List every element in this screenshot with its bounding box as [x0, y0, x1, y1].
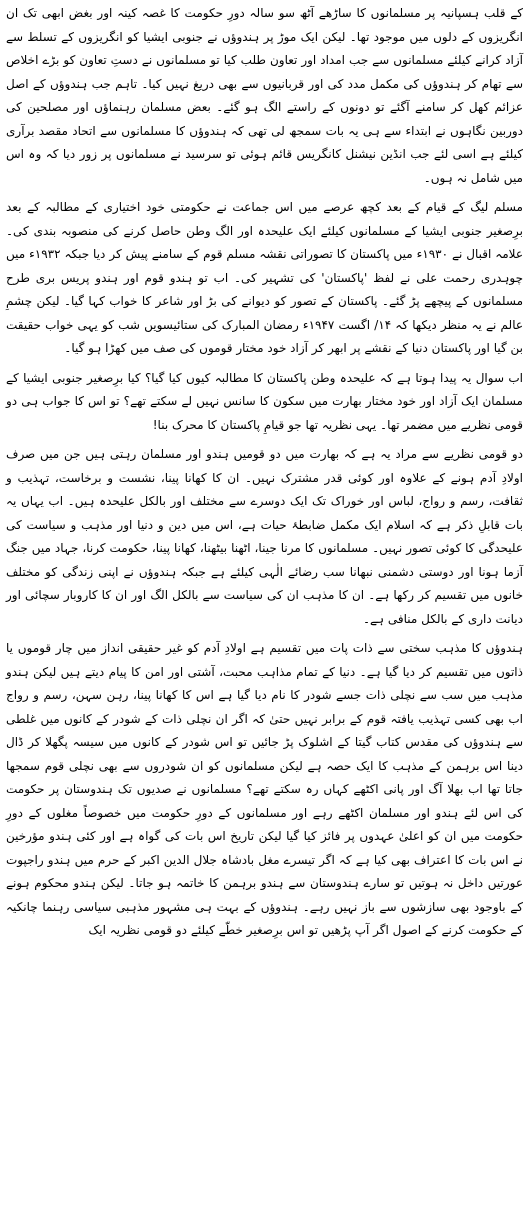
article-paragraph-1: کے قلب ہسپانیہ پر مسلمانوں کا ساڑھے آٹھ سو سالہ دورِ حکومت کا غصہ کینہ اور بغض ابھی تک ان انگریزوں کے دلوں میں موجود تھا۔ لیکن ایک موڑ پر ہندوؤں نے جنوبی ایشیا کو انگریزوں کے تسلط سے آزاد کرانے کیلئے مسلمانوں سے جب امداد اور تعاون طلب کیا تو مسلمانوں نے دستِ تعاون کو بڑے اخلاص سے تھام کر ہندوؤں کی مکمل مدد کی اور قربانیوں سے بھی دریغ نہیں کیا۔ تاہم جب ہندوؤں کے اصل عزائم کھل کر سامنے آگئے تو دونوں کے راستے الگ ہو گئے۔ بعض مسلمان رہنماؤں اور مصلحین کی دوربین نگاہوں نے ابتداء سے ہی یہ بات سمجھ لی تھی کہ ہندوؤں کا مسلمانوں سے اتحاد مقصد برآری کیلئے ہے اسی لئے جب انڈین نیشنل کانگریس قائم ہوئی تو سرسید نے مسلمانوں پر زور دیا کہ وہ اس میں شامل نہ ہوں۔: [6, 6, 523, 185]
article-paragraph-3: اب سوال یہ پیدا ہوتا ہے کہ علیحدہ وطن پاکستان کا مطالبہ کیوں کیا گیا؟ کیا برِصغیر جنوبی ایشیا کے مسلمان ایک آزاد اور خود مختار بھارت میں سکون کا سانس نہیں لے سکتے تھے؟ تو اس کا جواب ہی دو قومی نظریے میں مضمر تھا۔ یہی نظریہ تھا جو قیامِ پاکستان کا محرک بنا!: [6, 370, 523, 432]
article-paragraph-2: مسلم لیگ کے قیام کے بعد کچھ عرصے میں اس جماعت نے حکومتی خود اختیاری کے مطالبہ کے بعد برِصغیر جنوبی ایشیا کے مسلمانوں کیلئے ایک علیحدہ اور الگ وطن حاصل کرنے کی منصوبہ بندی کی۔ علامہ اقبال نے ۱۹۳۰ء میں پاکستان کا تصوراتی نقشہ مسلم قوم کے سامنے پیش کر دیا جبکہ ۱۹۳۲ء میں چوہدری رحمت علی نے لفظ 'پاکستان' کی تشہیر کی۔ اب تو ہندو قوم اور ہندو پریس بری طرح مسلمانوں کے پیچھے پڑ گئے۔ پاکستان کے تصور کو دیوانے کی بڑ اور شاعر کا خواب کہا گیا۔ لیکن چشمِ عالم نے یہ منظر دیکھا کہ ۱۴/ اگست ۱۹۴۷ء رمضان المبارک کی ستائیسویں شب کو یہی خواب حقیقت بن گیا اور پاکستان دنیا کے نقشے پر ابھر کر آزاد خود مختار قوموں کی صف میں کھڑا ہو گیا۔: [6, 200, 524, 355]
article-paragraph-4: دو قومی نظریے سے مراد یہ ہے کہ بھارت میں دو قومیں ہندو اور مسلمان رہتی ہیں جن میں صرف اولادِ آدم ہونے کے علاوہ اور کوئی قدر مشترک نہیں۔ ان کا کھانا پینا، نشست و برخاست، تہذیب و ثقافت، رسم و رواج، لباس اور خوراک تک ایک دوسرے سے مختلف اور بالکل علیحدہ ہیں۔ اب یہاں یہ بات قابلِ ذکر ہے کہ اسلام ایک مکمل ضابطۂ حیات ہے، اس میں دین و دنیا اور مذہب و سیاست کی علیحدگی کا کوئی تصور نہیں۔ مسلمانوں کا مرنا جینا، اٹھنا بیٹھنا، کھانا پینا، حکومت کرنا، جہاد میں جنگ آزما ہونا اور دوستی دشمنی نبھانا سب رضائے الٰہی کیلئے ہے جبکہ ہندوؤں نے اپنی زندگی کو مختلف خانوں میں تقسیم کر رکھا ہے۔ ان کا مذہب ان کی سیاست سے بالکل الگ اور ان کا کاروبار سچائی اور دیانت داری کے بالکل منافی ہے۔: [6, 447, 523, 626]
article-paragraph-5: ہندوؤں کا مذہب سختی سے ذات پات میں تقسیم ہے اولادِ آدم کو غیر حقیقی انداز میں چار قوموں یا ذاتوں میں تقسیم کر دیا گیا ہے۔ دنیا کے تمام مذاہب محبت، آشتی اور امن کا پیام دیتے ہیں لیکن ہندو مذہب میں سب سے نچلی ذات جسے شودر کا نام دیا گیا ہے اس کا کھانا پینا، رہن سہن، رسم و رواج اب بھی کسی تہذیب یافتہ قوم کے برابر نہیں حتیٰ کہ اگر ان نچلی ذات کے شودر کے کانوں میں غلطی سے ہندوؤں کی مقدس کتاب گیتا کے اشلوک پڑ جائیں تو اس شودر کے کانوں میں سیسہ پگھلا کر ڈال دینا اس برہمن کے مذہب کا ایک حصہ ہے لیکن مسلمانوں کو ان شودروں سے بھی نچلی قوم سمجھا جاتا تھا اب بھلا آگ اور پانی اکٹھے کہاں رہ سکتے تھے؟ مسلمانوں نے صدیوں تک ہندوستان پر حکومت کی اس لئے ہندو اور مسلمان اکٹھے رہے اور مسلمانوں کے دورِ حکومت میں خصوصاً مغلوں کے دورِ حکومت میں ان کو اعلیٰ عہدوں پر فائز کیا گیا لیکن تاریخ اس بات کی گواہ ہے اور کئی ہندو مؤرخین نے اس بات کا اعتراف بھی کیا ہے کہ اگر تیسرے مغل بادشاہ جلال الدین اکبر کے حرم میں ہندو راجپوت عورتیں داخل نہ ہوتیں تو سارے ہندوستان سے ہندو برہمن کا خاتمہ ہو جاتا۔ لیکن ہندو محکوم ہونے کے باوجود بھی سازشوں سے باز نہیں رہے۔ ہندوؤں کے بہت ہی مشہور مذہبی سیاسی رہنما چانکیہ کے حکومت کرنے کے اصول اگر آپ پڑھیں تو اس برِصغیر خطّے کیلئے دو قومی نظریہ ایک: [6, 641, 523, 937]
